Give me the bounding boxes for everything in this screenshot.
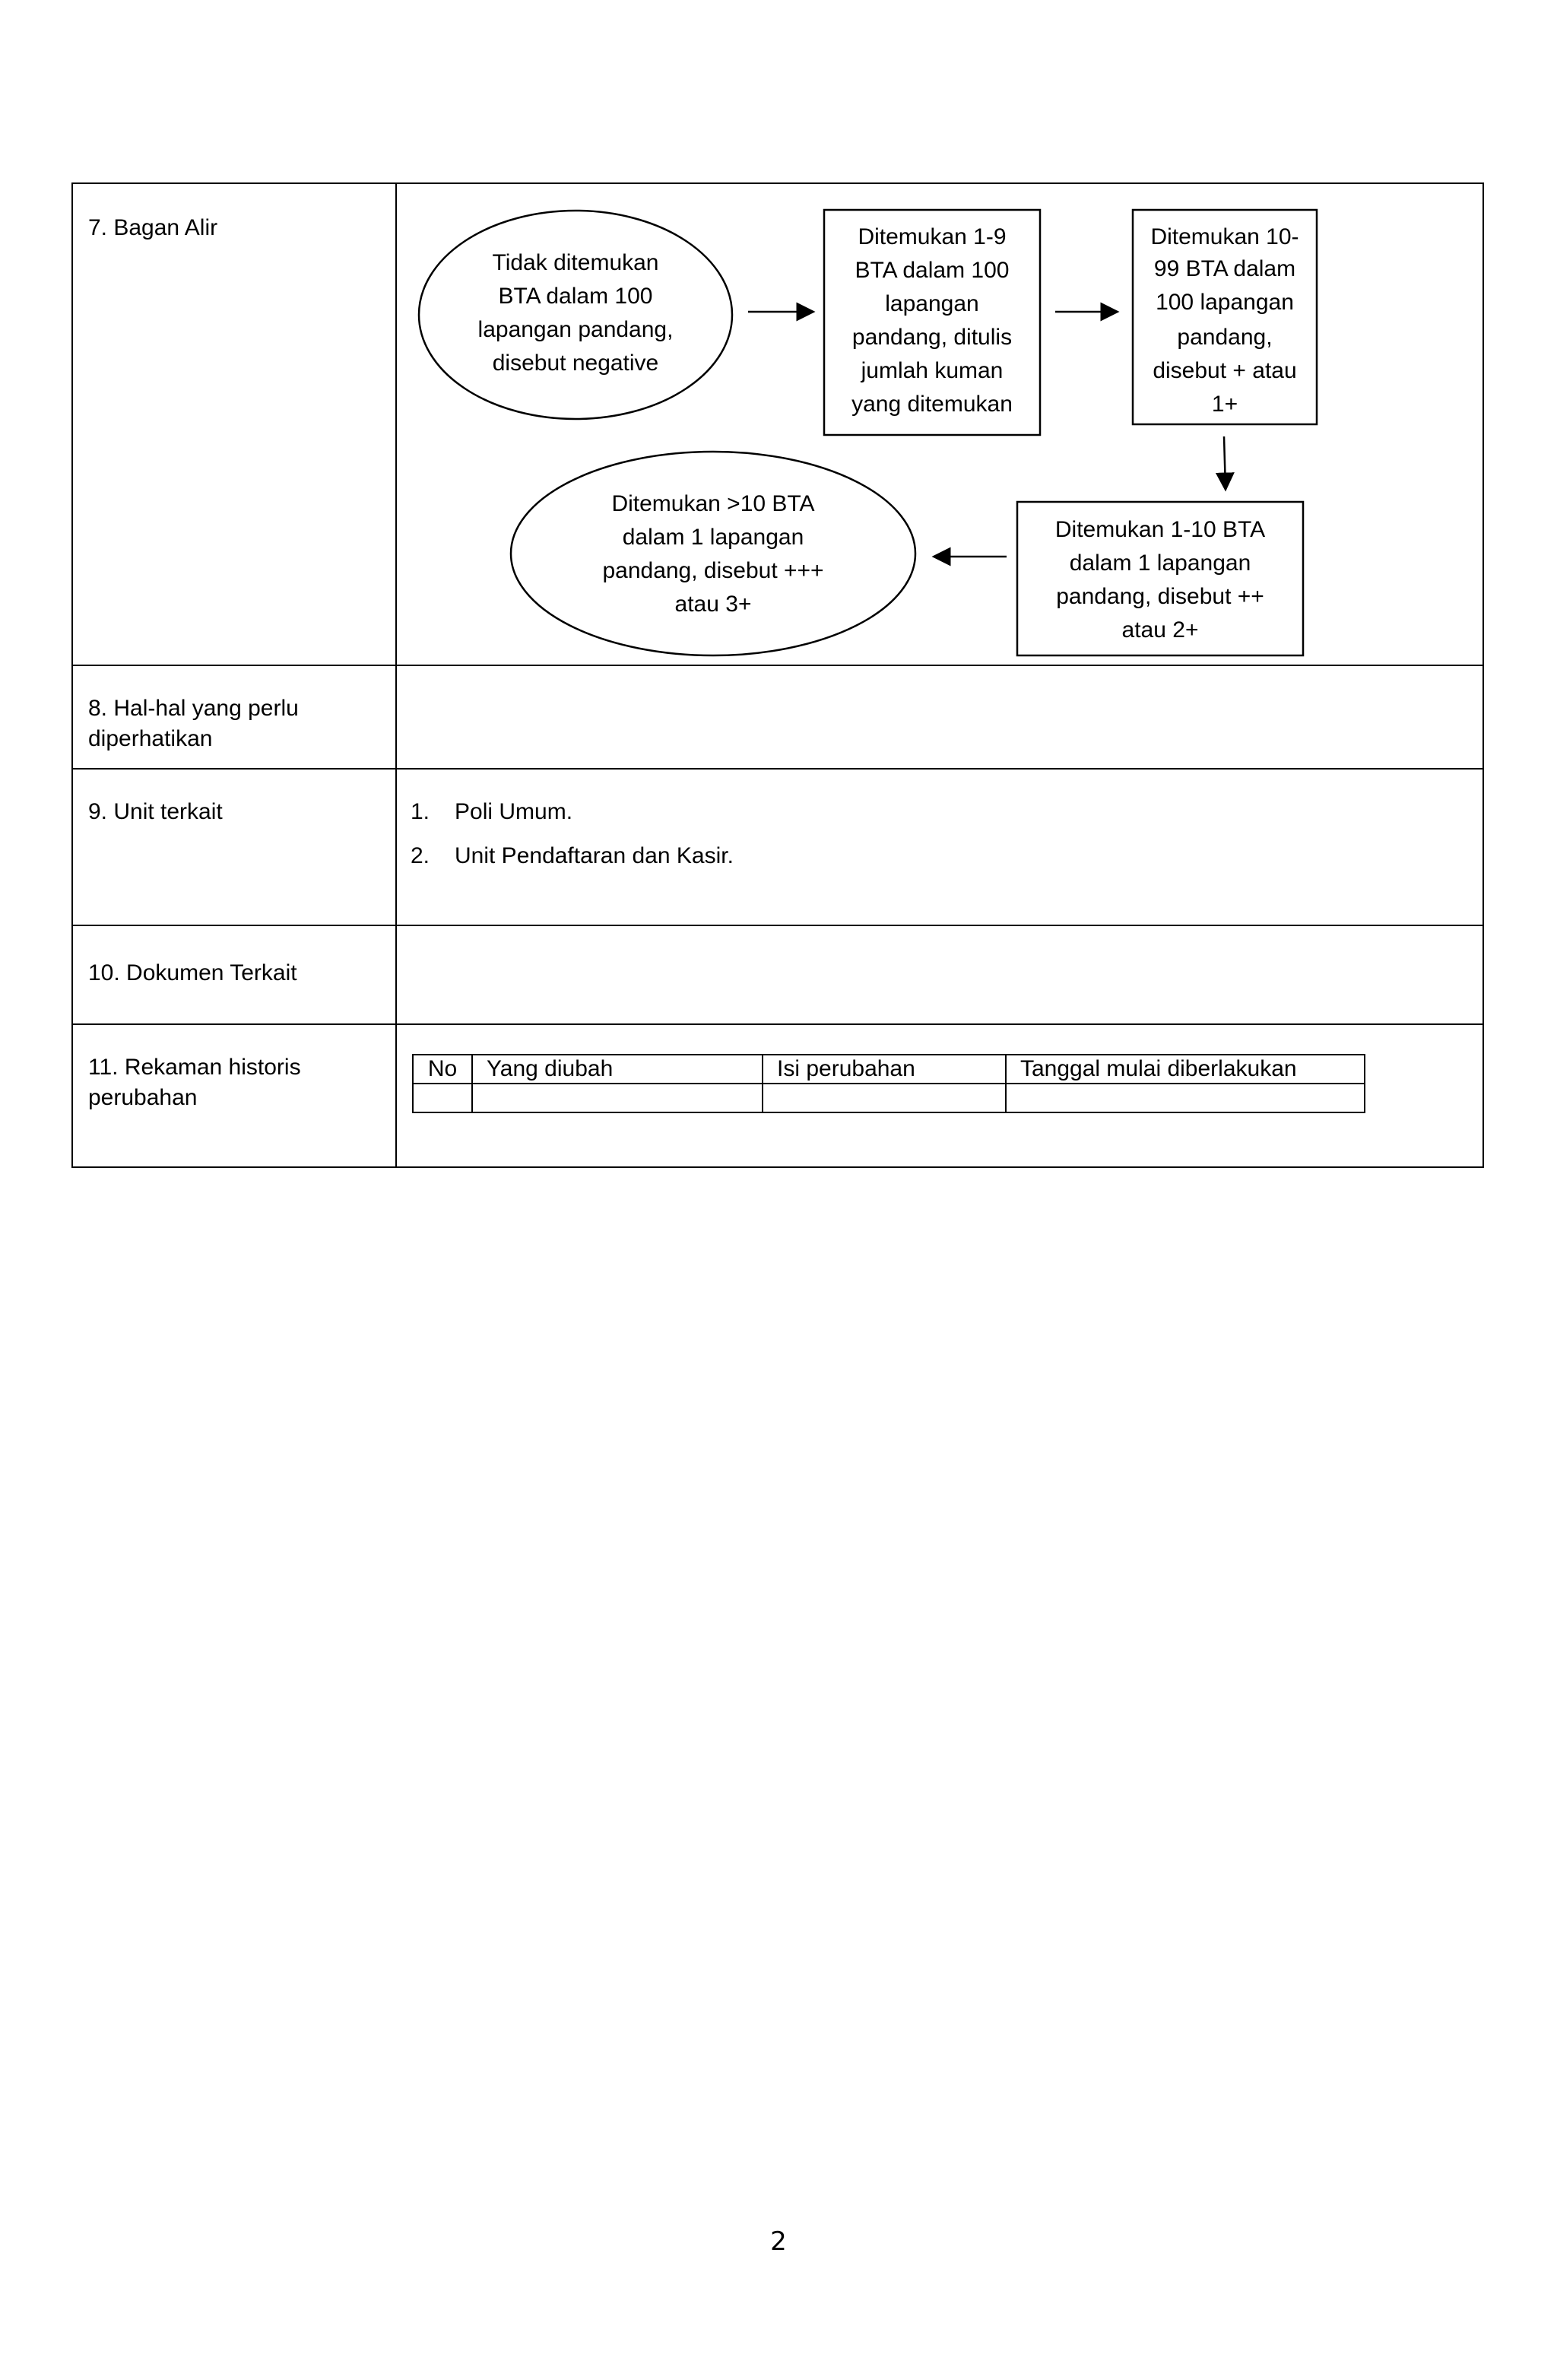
unit-terkait-content	[396, 769, 1483, 925]
sop-table	[71, 182, 1484, 1168]
node-ten-to-99-line: 1+	[1211, 392, 1238, 417]
flow-node-one-to-nine	[824, 210, 1040, 435]
node-one-to-ten-line: dalam 1 lapangan	[1069, 551, 1251, 576]
table-row	[413, 1084, 1365, 1112]
svg-text:Ditemukan 10-	[1150, 224, 1299, 249]
node-more-than-ten-line: Ditemukan >10 BTA	[611, 491, 815, 516]
node-negative-line: lapangan pandang,	[477, 317, 674, 342]
dokumen-terkait-label: 10. Dokumen Terkait	[72, 925, 396, 1024]
node-one-to-nine-line: yang ditemukan	[851, 392, 1013, 417]
node-one-to-ten-line: Ditemukan 1-10 BTA	[1054, 517, 1266, 542]
svg-text:pandang, ditulis	[852, 325, 1012, 350]
svg-text:Ditemukan >10 BTA	[611, 491, 814, 516]
flow-arrow-ten-to-99-to-one-to-ten	[1224, 436, 1226, 490]
svg-text:disebut + atau	[1153, 358, 1296, 383]
flow-node-ten-to-99	[1133, 210, 1317, 424]
rekaman-historis-content	[396, 1024, 1483, 1167]
list-item-text: Unit Pendaftaran dan Kasir.	[455, 843, 734, 868]
svg-text:100 lapangan	[1156, 290, 1294, 315]
svg-text:lapangan pandang,	[478, 317, 674, 342]
list-item	[411, 841, 734, 885]
node-one-to-nine-line: Ditemukan 1-9	[858, 224, 1007, 249]
svg-text:Ditemukan 1-10 BTA	[1055, 517, 1265, 542]
svg-text:Ditemukan 1-9	[858, 224, 1006, 249]
bagan-alir-content	[396, 183, 1483, 665]
node-negative-line: BTA dalam 100	[498, 284, 653, 309]
history-header-no: No	[413, 1055, 472, 1084]
node-more-than-ten-line: dalam 1 lapangan	[622, 525, 804, 550]
svg-text:atau 2+	[1122, 617, 1199, 643]
node-more-than-ten-line: pandang, disebut +++	[602, 558, 824, 583]
row-rekaman-historis	[72, 1024, 1483, 1167]
row-bagan-alir	[72, 183, 1483, 665]
hal-hal-label: 8. Hal-hal yang perlu diperhatikan	[72, 665, 396, 769]
svg-text:pandang, disebut ++	[1056, 584, 1264, 609]
svg-text:disebut negative	[493, 351, 659, 376]
history-table-header	[413, 1055, 1365, 1084]
node-negative-line: Tidak ditemukan	[492, 250, 659, 275]
svg-text:jumlah kuman	[861, 358, 1004, 383]
row-unit-terkait	[72, 769, 1483, 925]
svg-text:BTA dalam 100	[855, 258, 1010, 283]
svg-text:99 BTA dalam	[1154, 256, 1295, 281]
row-hal-hal	[72, 665, 1483, 769]
unit-terkait-label: 9. Unit terkait	[72, 769, 396, 925]
svg-text:BTA dalam 100	[499, 284, 653, 309]
page-number: 2	[770, 2226, 787, 2257]
svg-text:dalam 1 lapangan	[623, 525, 804, 550]
node-one-to-ten-line: pandang, disebut ++	[1056, 584, 1264, 609]
list-item	[411, 797, 734, 841]
list-item-number: 2.	[411, 843, 430, 868]
svg-text:yang ditemukan	[851, 392, 1013, 417]
history-cell	[472, 1084, 763, 1112]
svg-text:lapangan	[885, 291, 978, 316]
flow-node-one-to-ten	[1017, 502, 1303, 655]
svg-text:dalam 1 lapangan	[1070, 551, 1251, 576]
bagan-alir-label: 7. Bagan Alir	[72, 183, 396, 665]
list-item-number: 1.	[411, 799, 430, 824]
hal-hal-content	[396, 665, 1483, 769]
node-ten-to-99-line: Ditemukan 10-	[1150, 224, 1299, 249]
node-one-to-nine-line: BTA dalam 100	[855, 258, 1010, 283]
history-header-isi-perubahan: Isi perubahan	[763, 1055, 1006, 1084]
node-one-to-nine-line: jumlah kuman	[861, 358, 1004, 383]
rekaman-historis-label: 11. Rekaman historis perubahan	[72, 1024, 396, 1167]
history-header-yang-diubah: Yang diubah	[472, 1055, 763, 1084]
node-ten-to-99-line: 100 lapangan	[1156, 290, 1294, 315]
history-header-tanggal: Tanggal mulai diberlakukan	[1006, 1055, 1365, 1084]
node-one-to-nine-line: lapangan	[885, 291, 979, 316]
node-negative-line: disebut negative	[492, 351, 659, 376]
flow-node-negative	[419, 211, 732, 419]
row-dokumen-terkait	[72, 925, 1483, 1024]
node-one-to-nine-line: pandang, ditulis	[851, 325, 1013, 350]
svg-text:Tidak ditemukan	[493, 250, 659, 275]
dokumen-terkait-content	[396, 925, 1483, 1024]
svg-text:pandang, disebut +++	[602, 558, 823, 583]
history-cell	[413, 1084, 472, 1112]
node-one-to-ten-line: atau 2+	[1121, 617, 1199, 643]
node-ten-to-99-line: 99 BTA dalam	[1153, 256, 1296, 281]
svg-text:pandang,	[1177, 325, 1272, 350]
flowchart	[397, 184, 1484, 666]
svg-text:atau 3+	[675, 592, 752, 617]
svg-text:1+	[1212, 392, 1238, 417]
history-cell	[1006, 1084, 1365, 1112]
history-cell	[763, 1084, 1006, 1112]
history-table	[412, 1054, 1365, 1113]
list-item-text: Poli Umum.	[455, 799, 573, 824]
flow-node-more-than-ten	[511, 452, 915, 655]
node-ten-to-99-line: disebut + atau	[1153, 358, 1297, 383]
unit-terkait-list	[411, 797, 734, 885]
node-more-than-ten-line: atau 3+	[674, 592, 752, 617]
node-ten-to-99-line: pandang,	[1177, 325, 1273, 350]
